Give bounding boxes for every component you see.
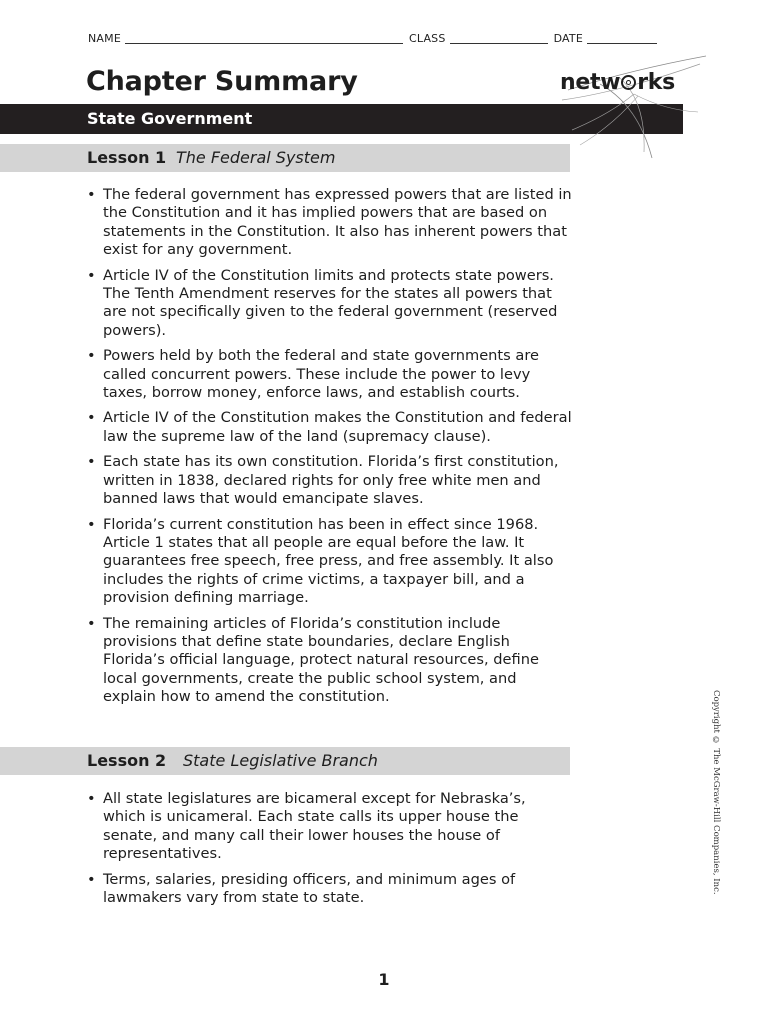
list-item: • Florida’s current constitution has been in effect since 1968. Article 1 states that all people are equal before the law. It guarantees free speech, free press, and free assembly. It also includes the rights of crime victims, a taxpayer bill, and a provision defining marriage. [86, 516, 572, 608]
brand-text-start: netw [560, 70, 621, 95]
list-item: • Powers held by both the federal and state governments are called concurrent powers. These include the power to levy taxes, borrow money, enforce laws, and establish courts. [86, 347, 572, 402]
list-item: • All state legislatures are bicameral except for Nebraska’s, which is unicameral. Each state calls its upper house the senate, and many call their lower houses the house of representatives. [86, 790, 572, 864]
lesson-1-header [0, 144, 570, 172]
chapter-title: Chapter Summary [86, 66, 358, 97]
brand-text-end: rks [637, 70, 675, 95]
lesson-1-title: The Federal System [176, 148, 336, 167]
lesson-2-bullet-list [86, 790, 572, 914]
list-item: • The remaining articles of Florida’s constitution include provisions that define state boundaries, declare English Florida’s official language, protect natural resources, define local governments, create the public school system, and explain how to amend the constitution. [86, 615, 572, 707]
name-label: NAME [88, 32, 121, 45]
list-item: • Each state has its own constitution. Florida’s first constitution, written in 1838, declared rights for only free white men and banned laws that would emancipate slaves. [86, 453, 572, 508]
list-item: • Article IV of the Constitution limits and protects state powers. The Tenth Amendment reserves for the states all powers that are not specifically given to the federal government (reserved powers). [86, 267, 572, 341]
lesson-2-header [0, 747, 570, 775]
brand-o-ring-icon [621, 75, 636, 90]
unit-title: State Government [87, 109, 253, 128]
lesson-1-bullet-list [86, 186, 572, 714]
list-item: • Article IV of the Constitution makes the Constitution and federal law the supreme law of the land (supremacy clause). [86, 409, 572, 446]
lesson-2-number: Lesson 2 [87, 751, 167, 770]
name-blank [125, 33, 403, 44]
networks-logo [560, 70, 675, 95]
class-label: CLASS [409, 32, 446, 45]
copyright-notice: Copyright © The McGraw-Hill Companies, Inc. [711, 690, 721, 895]
lesson-2-title: State Legislative Branch [183, 751, 378, 770]
class-blank [450, 33, 548, 44]
brand-swirl-graphic [560, 50, 710, 160]
lesson-1-number: Lesson 1 [87, 148, 167, 167]
list-item: • The federal government has expressed powers that are listed in the Constitution and it has implied powers that are based on statements in the Constitution. It also has inherent powers that exist for any government. [86, 186, 572, 260]
date-label: DATE [553, 32, 583, 45]
date-blank [587, 33, 657, 44]
student-info-line [88, 32, 688, 45]
list-item: • Terms, salaries, presiding officers, and minimum ages of lawmakers vary from state to state. [86, 871, 572, 908]
page-number: 1 [378, 970, 390, 989]
